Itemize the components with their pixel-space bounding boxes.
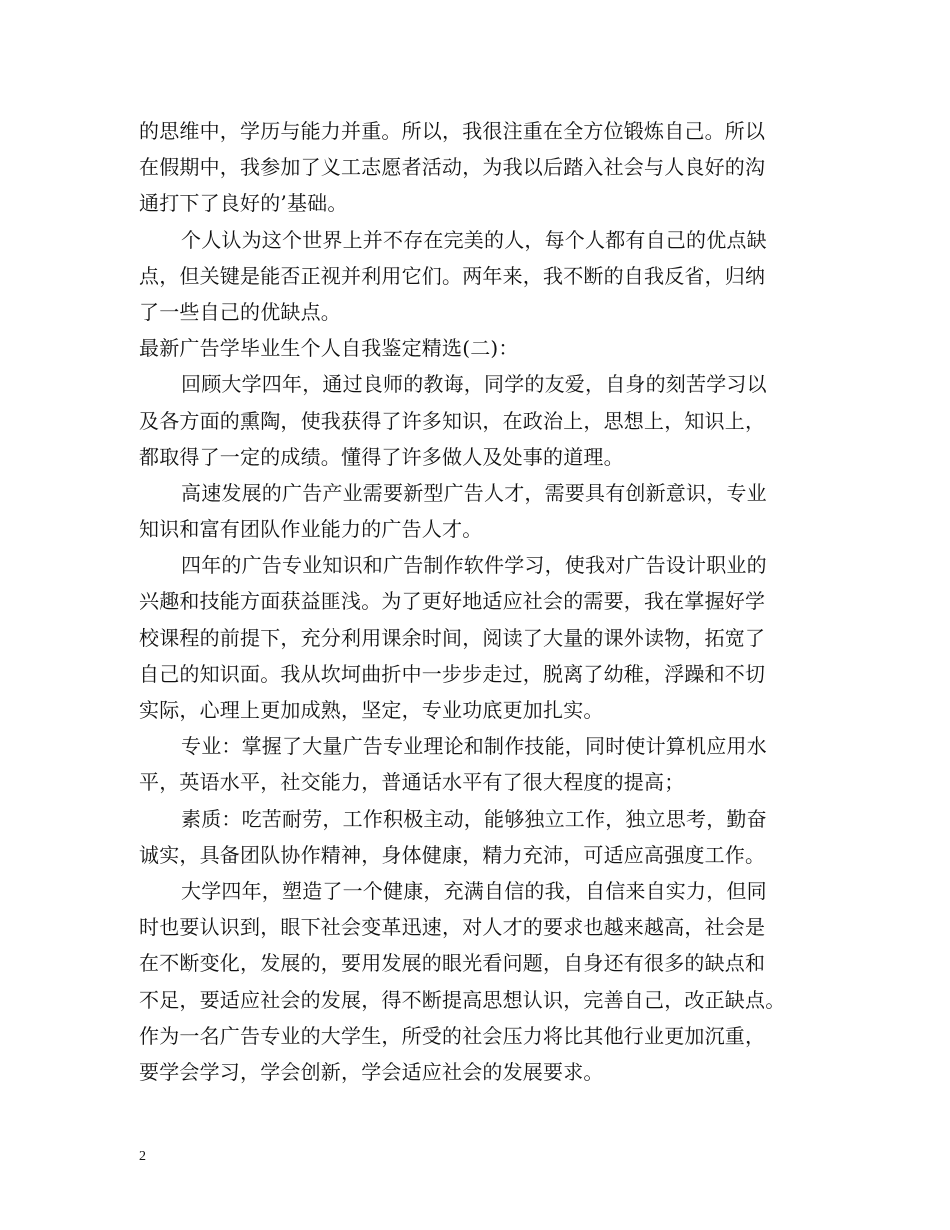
page-number: 2	[139, 1149, 146, 1164]
text-line: 高速发展的广告产业需要新型广告人才，需要具有创新意识，专业	[181, 480, 767, 505]
text-line: 知识和富有团队作业能力的广告人才。	[139, 517, 483, 542]
text-line: 四年的广告专业知识和广告制作软件学习，使我对广告设计职业的	[181, 553, 767, 578]
text-line: 自己的知识面。我从坎坷曲折中一步步走过，脱离了幼稚，浮躁和不切	[139, 661, 766, 686]
text-line: 点，但关键是能否正视并利用它们。两年来，我不断的自我反省，归纳	[139, 263, 766, 288]
text-line: 了一些自己的优缺点。	[139, 299, 341, 324]
text-line: 素质：吃苦耐劳，工作积极主动，能够独立工作，独立思考，勤奋	[181, 806, 767, 831]
text-line: 诚实，具备团队协作精神，身体健康，精力充沛，可适应高强度工作。	[139, 842, 766, 867]
text-line: 通打下了良好的’基础。	[139, 191, 348, 216]
text-line: 不足，要适应社会的发展，得不断提高思想认识，完善自己，改正缺点。	[139, 987, 786, 1012]
section-heading: 最新广告学毕业生个人自我鉴定精选(二)：	[139, 336, 519, 361]
text-line: 要学会学习，学会创新，学会适应社会的发展要求。	[139, 1059, 604, 1084]
text-line: 兴趣和技能方面获益匪浅。为了更好地适应社会的需要，我在掌握好学	[139, 589, 766, 614]
text-line: 大学四年，塑造了一个健康，充满自信的我，自信来自实力，但同	[181, 878, 767, 903]
text-line: 校课程的前提下，充分利用课余时间，阅读了大量的课外读物，拓宽了	[139, 625, 766, 650]
text-line: 在假期中，我参加了义工志愿者活动，为我以后踏入社会与人良好的沟	[139, 155, 766, 180]
text-line: 时也要认识到，眼下社会变革迅速，对人才的要求也越来越高，社会是	[139, 915, 766, 940]
text-line: 专业：掌握了大量广告专业理论和制作技能，同时使计算机应用水	[181, 734, 767, 759]
text-line: 都取得了一定的成绩。懂得了许多做人及处事的道理。	[139, 444, 624, 469]
text-line: 个人认为这个世界上并不存在完美的人，每个人都有自己的优点缺	[181, 227, 767, 252]
document-body	[139, 113, 829, 1090]
text-line: 回顾大学四年，通过良师的教诲，同学的友爱，自身的刻苦学习以	[181, 372, 767, 397]
text-line: 的思维中，学历与能力并重。所以，我很注重在全方位锻炼自己。所以	[139, 119, 766, 143]
text-line: 及各方面的熏陶，使我获得了许多知识，在政治上，思想上，知识上，	[139, 408, 766, 433]
text-line: 作为一名广告专业的大学生，所受的社会压力将比其他行业更加沉重，	[139, 1023, 766, 1048]
text-line: 平，英语水平，社交能力，普通话水平有了很大程度的提高；	[139, 770, 685, 795]
text-line: 在不断变化，发展的，要用发展的眼光看问题，自身还有很多的缺点和	[139, 951, 766, 976]
text-line: 实际，心理上更加成熟，坚定，专业功底更加扎实。	[139, 698, 604, 722]
